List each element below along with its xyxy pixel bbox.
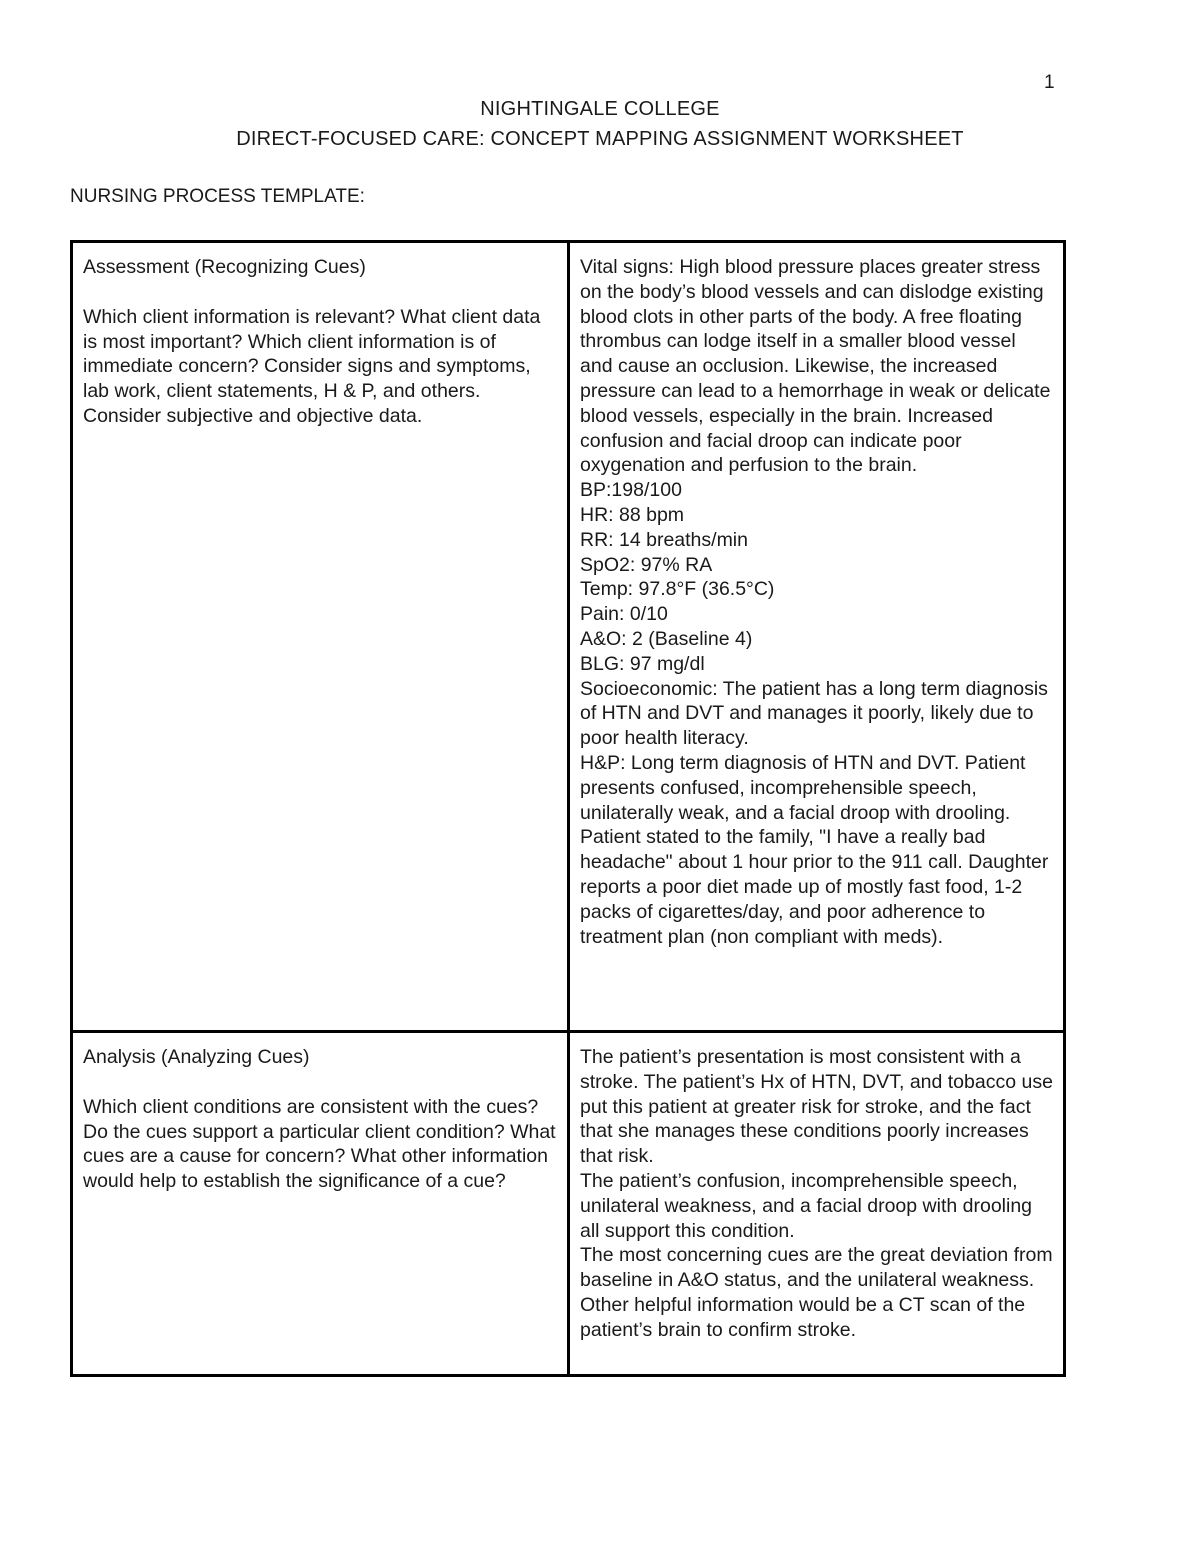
vital-temp: Temp: 97.8°F (36.5°C): [580, 578, 775, 601]
college-title: NIGHTINGALE COLLEGE: [480, 98, 720, 120]
vital-pain: Pain: 0/10: [580, 603, 668, 626]
vital-ao: A&O: 2 (Baseline 4): [580, 627, 753, 650]
worksheet-title: DIRECT-FOCUSED CARE: CONCEPT MAPPING ASSIGNMENT WORKSHEET: [236, 128, 964, 150]
analysis-question: Which client conditions are consistent with the cues? Do the cues support a particular client condition? What cues are a cause for concern? What other information would help to establish the significance of a cue?: [83, 1095, 556, 1193]
vital-spo2: SpO2: 97% RA: [580, 553, 713, 576]
assessment-question: Which client information is relevant? What client data is most important? Which client information is of immediate concern? Consider signs and symptoms, lab work, client statements, H & P, and others. Consider subjective and objective data.: [83, 305, 541, 427]
history-physical-text: H&P: Long term diagnosis of HTN and DVT. Patient presents confused, incomprehensible speech, unilaterally weak, and a facial droop with drooling. Patient stated to the family, "I have a really bad headache" about 1 hour prior to the 911 call. Daughter reports a poor diet made up of mostly fast food, 1-2 packs of cigarettes/day, and poor adherence to treatment plan (non compliant with meds).: [580, 751, 1049, 948]
template-label: NURSING PROCESS TEMPLATE:: [70, 186, 365, 207]
analysis-paragraph-4: Other helpful information would be a CT scan of the patient’s brain to confirm stroke.: [580, 1293, 1026, 1341]
analysis-paragraph-2: The patient’s confusion, incomprehensible speech, unilateral weakness, and a facial droop with drooling all support this condition.: [580, 1169, 1033, 1242]
vital-hr: HR: 88 bpm: [580, 503, 685, 526]
page-number: 1: [1044, 72, 1055, 93]
analysis-response-cell: [569, 1032, 1065, 1376]
table-row-analysis: [72, 1032, 1065, 1376]
assessment-prompt-cell: [72, 242, 569, 1032]
analysis-paragraph-1: The patient’s presentation is most consistent with a stroke. The patient’s Hx of HTN, DVT, and tobacco use put this patient at greater risk for stroke, and the fact that she manages these conditions poorly increases that risk.: [580, 1046, 1053, 1168]
vital-signs-intro: Vital signs: High blood pressure places greater stress on the body’s blood vessels and can dislodge existing blood clots in other parts of the body. A free floating thrombus can lodge itself in a smaller blood vessel and cause an occlusion. Likewise, the increased pressure can lead to a hemorrhage in weak or delicate blood vessels, especially in the brain. Increased confusion and facial droop can indicate poor oxygenation and perfusion to the brain.: [580, 256, 1051, 477]
analysis-prompt-cell: [72, 1032, 569, 1376]
assessment-response-cell: [569, 242, 1065, 1032]
nursing-process-table: [70, 240, 1066, 1377]
table-row-assessment: [72, 242, 1065, 1032]
vital-blg: BLG: 97 mg/dl: [580, 652, 705, 675]
analysis-heading: Analysis (Analyzing Cues): [83, 1046, 310, 1068]
vital-bp: BP:198/100: [580, 479, 682, 502]
vital-rr: RR: 14 breaths/min: [580, 528, 748, 551]
analysis-paragraph-3: The most concerning cues are the great deviation from baseline in A&O status, and the unilateral weakness.: [580, 1244, 1053, 1292]
assessment-heading: Assessment (Recognizing Cues): [83, 256, 366, 278]
socioeconomic-text: Socioeconomic: The patient has a long term diagnosis of HTN and DVT and manages it poorly, likely due to poor health literacy.: [580, 677, 1048, 750]
